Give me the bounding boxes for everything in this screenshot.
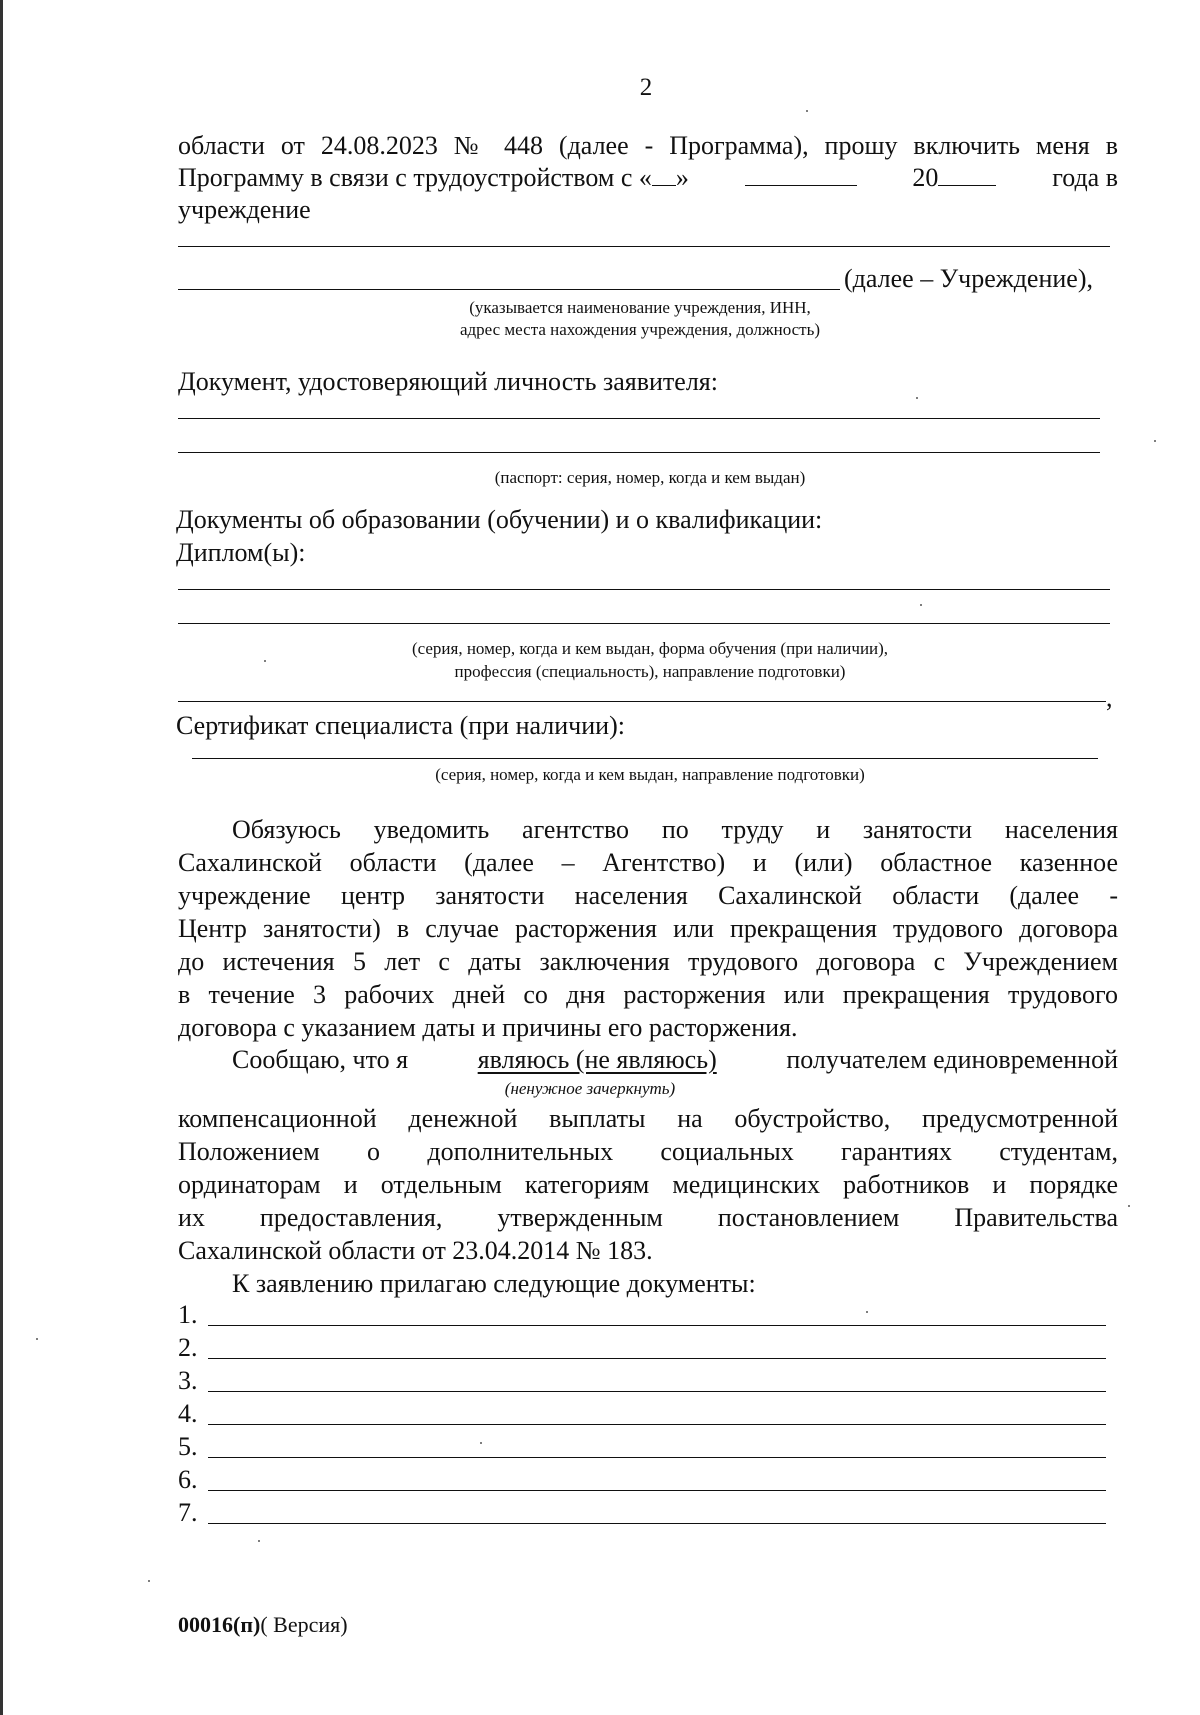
report-line-6: Сахалинской области от 23.04.2014 № 183. — [178, 1236, 653, 1265]
education-hint-1: (серия, номер, когда и кем выдан, форма обучения (при наличии), — [411, 639, 889, 658]
report-line-1 — [232, 1044, 1118, 1076]
identity-label: Документ, удостоверяющий личность заявителя: — [178, 367, 718, 396]
certificate-label: Сертификат специалиста (при наличии): — [176, 711, 625, 740]
obligation-line-2: Сахалинской области (далее – Агентство) и (или) областное казенное — [178, 848, 1118, 877]
report-line-4: ординаторам и отдельным категориям медицинских работников и порядке — [178, 1170, 1118, 1199]
attachment-number-5: 5. — [178, 1432, 198, 1461]
institution-line-1[interactable] — [178, 246, 1110, 247]
scan-speck — [866, 1311, 868, 1313]
diploma-line-3[interactable] — [178, 701, 1106, 702]
obligation-line-5: до истечения 5 лет с даты заключения трудового договора с Учреждением — [178, 947, 1118, 976]
scan-speck — [258, 1540, 260, 1542]
institution-suffix: (далее – Учреждение), — [844, 264, 1093, 293]
education-hint-2: профессия (специальность), направление подготовки) — [454, 662, 846, 681]
attachment-line-7[interactable] — [208, 1523, 1106, 1524]
attachment-line-4[interactable] — [208, 1424, 1106, 1425]
attachment-line-3[interactable] — [208, 1391, 1106, 1392]
scan-speck — [36, 1338, 38, 1340]
scan-speck — [1154, 440, 1156, 442]
scan-speck — [148, 1580, 150, 1582]
identity-hint: (паспорт: серия, номер, когда и кем выдан) — [494, 468, 806, 487]
certificate-line[interactable] — [192, 758, 1098, 759]
attachment-number-4: 4. — [178, 1399, 198, 1428]
year-blank[interactable] — [938, 163, 996, 186]
attachment-number-6: 6. — [178, 1465, 198, 1494]
attachment-line-1[interactable] — [208, 1325, 1106, 1326]
scan-edge — [0, 0, 3, 1715]
report-line-5: их предоставления, утвержденным постановлением Правительства — [178, 1203, 1118, 1232]
attachments-label: К заявлению прилагаю следующие документы: — [232, 1269, 756, 1298]
intro-line-2 — [178, 162, 1118, 194]
report-line-3: Положением о дополнительных социальных гарантиях студентам, — [178, 1137, 1118, 1166]
obligation-line-6: в течение 3 рабочих дней со дня расторжения или прекращения трудового — [178, 980, 1118, 1009]
obligation-line-7: договора с указанием даты и причины его расторжения. — [178, 1013, 798, 1042]
page-number: 2 — [639, 74, 653, 101]
attachment-number-1: 1. — [178, 1300, 198, 1329]
report-choice[interactable]: являюсь (не являюсь) — [477, 1045, 717, 1074]
document-code — [178, 1612, 348, 1638]
diploma-label: Диплом(ы): — [176, 538, 306, 567]
attachment-number-3: 3. — [178, 1366, 198, 1395]
document-version: ( Версия) — [260, 1612, 348, 1637]
identity-line-2[interactable] — [178, 452, 1100, 453]
report-end: получателем единовременной — [786, 1045, 1118, 1074]
intro-line-1: области от 24.08.2023 № 448 (далее - Программа), прошу включить меня в — [178, 131, 1118, 160]
education-label: Документы об образовании (обучении) и о квалификации: — [176, 505, 823, 534]
scan-speck — [264, 660, 266, 662]
intro-line-3: учреждение — [178, 195, 311, 224]
institution-line-2[interactable] — [178, 289, 840, 290]
diploma-line-2[interactable] — [178, 623, 1110, 624]
report-hint: (ненужное зачеркнуть) — [504, 1079, 676, 1098]
attachment-line-6[interactable] — [208, 1490, 1106, 1491]
intro-line-2-end: года в — [1052, 163, 1118, 192]
attachment-number-2: 2. — [178, 1333, 198, 1362]
attachment-line-5[interactable] — [208, 1457, 1106, 1458]
month-blank[interactable] — [745, 163, 857, 186]
diploma-comma: , — [1106, 683, 1113, 712]
year-field: 20 — [912, 162, 996, 194]
attachment-line-2[interactable] — [208, 1358, 1106, 1359]
scan-speck — [920, 604, 922, 606]
institution-hint-2: адрес места нахождения учреждения, должность) — [459, 320, 821, 339]
attachment-number-7: 7. — [178, 1498, 198, 1527]
obligation-line-3: учреждение центр занятости населения Сахалинской области (далее - — [178, 881, 1118, 910]
scan-speck — [916, 397, 918, 399]
scan-speck — [806, 110, 808, 112]
obligation-line-1: Обязуюсь уведомить агентство по труду и занятости населения — [232, 815, 1118, 844]
intro-line-2-text: Программу в связи с трудоустройством с « » — [178, 163, 689, 192]
obligation-line-4: Центр занятости) в случае расторжения или прекращения трудового договора — [178, 914, 1118, 943]
scan-speck — [1128, 1205, 1130, 1207]
diploma-line-1[interactable] — [178, 589, 1110, 590]
certificate-hint: (серия, номер, когда и кем выдан, направление подготовки) — [435, 765, 865, 784]
identity-line-1[interactable] — [178, 418, 1100, 419]
document-code-number: 00016(п) — [178, 1612, 261, 1637]
institution-hint-1: (указывается наименование учреждения, ИНН, — [469, 298, 811, 317]
report-start: Сообщаю, что я — [232, 1045, 409, 1074]
report-line-2: компенсационной денежной выплаты на обустройство, предусмотренной — [178, 1104, 1118, 1133]
day-blank[interactable] — [652, 163, 676, 186]
scan-speck — [480, 1442, 482, 1444]
